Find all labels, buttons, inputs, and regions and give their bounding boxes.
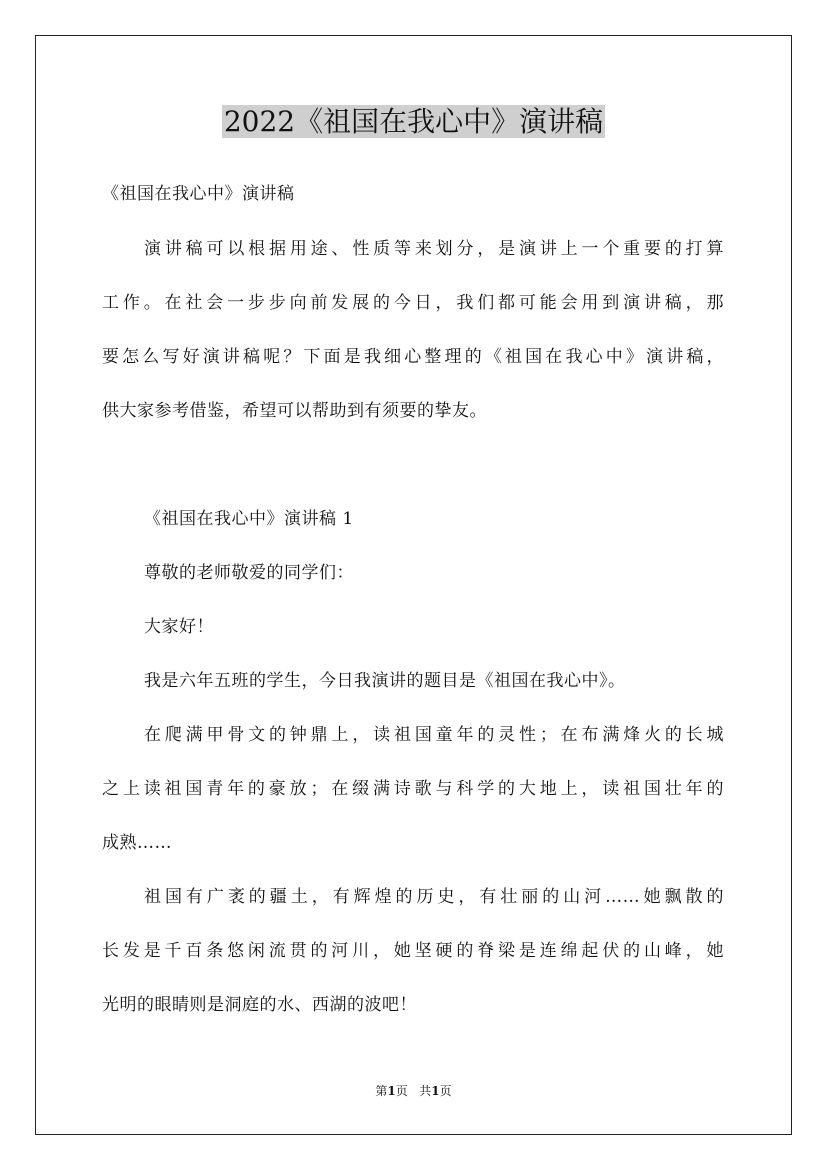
document-title	[0, 101, 827, 143]
footer-total-prefix: 共	[419, 1084, 432, 1098]
paragraph2-line-3: 光明的眼睛则是洞庭的水、西湖的波吧！	[102, 995, 417, 1015]
document-subtitle: 《祖国在我心中》演讲稿	[102, 184, 295, 204]
footer-page-prefix: 第	[375, 1084, 388, 1098]
footer-page-suffix: 页	[395, 1084, 408, 1098]
paragraph1-line-1: 在爬满甲骨文的钟鼎上，读祖国童年的灵性；在布满烽火的长城	[144, 725, 724, 745]
paragraph1-line-2: 之上读祖国青年的豪放；在缀满诗歌与科学的大地上，读祖国壮年的	[102, 779, 724, 799]
footer-total-suffix: 页	[439, 1084, 452, 1098]
intro-line-1: 演讲稿可以根据用途、性质等来划分，是演讲上一个重要的打算	[144, 239, 724, 259]
greeting: 尊敬的老师敬爱的同学们：	[144, 563, 354, 583]
intro-line-2: 工作。在社会一步步向前发展的今日，我们都可能会用到演讲稿，那	[102, 293, 724, 313]
paragraph2-line-2: 长发是千百条悠闲流贯的河川，她坚硬的脊梁是连绵起伏的山峰，她	[102, 941, 724, 961]
self-intro: 我是六年五班的学生，今日我演讲的题目是《祖国在我心中》。	[144, 671, 626, 691]
footer-page-number: 1	[387, 1084, 396, 1098]
footer-total-pages: 1	[431, 1084, 440, 1098]
page-footer	[0, 1082, 827, 1100]
intro-line-4: 供大家参考借鉴，希望可以帮助到有须要的挚友。	[102, 401, 487, 421]
section-heading: 《祖国在我心中》演讲稿 1	[144, 509, 354, 529]
document-title-text: 2022《祖国在我心中》演讲稿	[223, 105, 604, 138]
paragraph2-line-1: 祖国有广袤的疆土，有辉煌的历史，有壮丽的山河……她飘散的	[144, 887, 724, 907]
intro-line-3: 要怎么写好演讲稿呢？下面是我细心整理的《祖国在我心中》演讲稿，	[102, 347, 724, 367]
hello: 大家好！	[144, 617, 214, 637]
paragraph1-line-3: 成熟……	[102, 833, 172, 853]
